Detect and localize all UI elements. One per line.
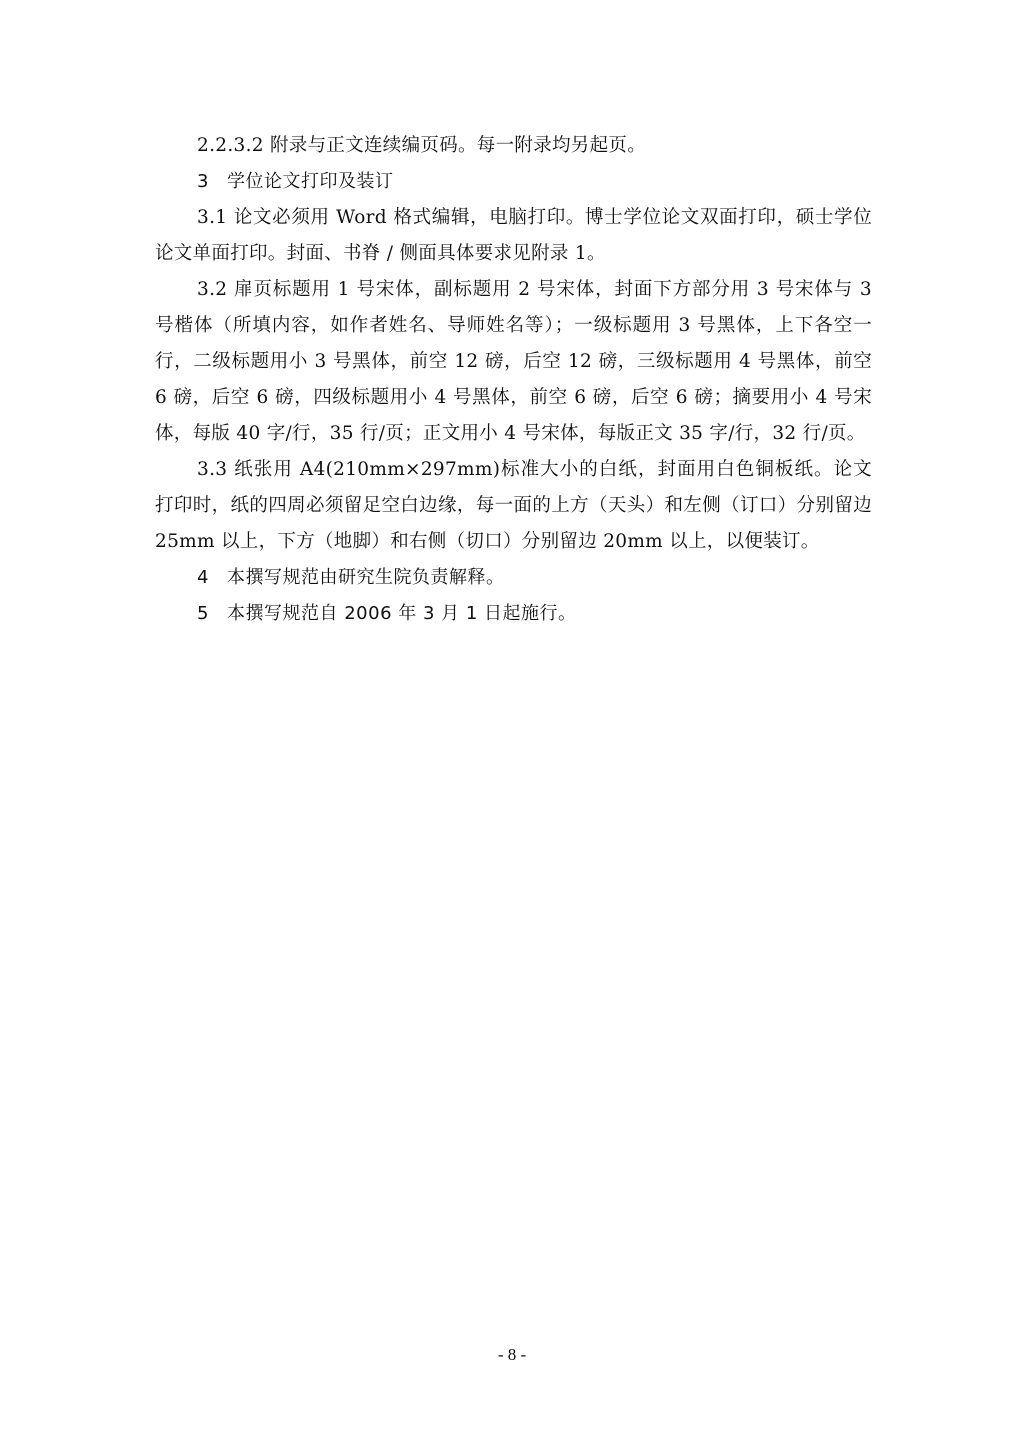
section-heading-3 [155, 164, 872, 200]
section-heading-4 [155, 560, 872, 596]
section-title: 本撰写规范由研究生院负责解释。 [227, 567, 505, 588]
section-number: 3 [197, 171, 209, 192]
page-body [155, 128, 872, 632]
page-number: - 8 - [497, 1345, 527, 1364]
paragraph-3-1: 3.1 论文必须用 Word 格式编辑，电脑打印。博士学位论文双面打印，硕士学位论文单面打印。封面、书脊 / 侧面具体要求见附录 1。 [155, 207, 872, 264]
section-title: 本撰写规范自 2006 年 3 月 1 日起施行。 [227, 603, 577, 624]
section-number: 5 [197, 603, 209, 624]
paragraph-3-3: 3.3 纸张用 A4(210mm×297mm)标准大小的白纸，封面用白色铜板纸。论文打印时，纸的四周必须留足空白边缘，每一面的上方（天头）和左侧（订口）分别留边 25mm 以上，下方（地脚）和右侧（切口）分别留边 20mm 以上，以便装订。 [155, 459, 872, 552]
paragraph-3-2: 3.2 扉页标题用 1 号宋体，副标题用 2 号宋体，封面下方部分用 3 号宋体与 3 号楷体（所填内容，如作者姓名、导师姓名等）；一级标题用 3 号黑体，上下各空一行，二级标题用小 3 号黑体，前空 12 磅，后空 12 磅，三级标题用 4 号黑体，前空 6 磅，后空 6 磅，四级标题用小 4 号黑体，前空 6 磅，后空 6 磅；摘要用小 4 号宋体，每版 40 字/行，35 行/页；正文用小 4 号宋体，每版正文 35 字/行，32 行/页。 [155, 279, 872, 444]
paragraph-2-2-3-2: 2.2.3.2 附录与正文连续编页码。每一附录均另起页。 [197, 135, 647, 156]
section-number: 4 [197, 567, 209, 588]
section-heading-5 [155, 596, 872, 632]
section-title: 学位论文打印及装订 [227, 171, 394, 192]
